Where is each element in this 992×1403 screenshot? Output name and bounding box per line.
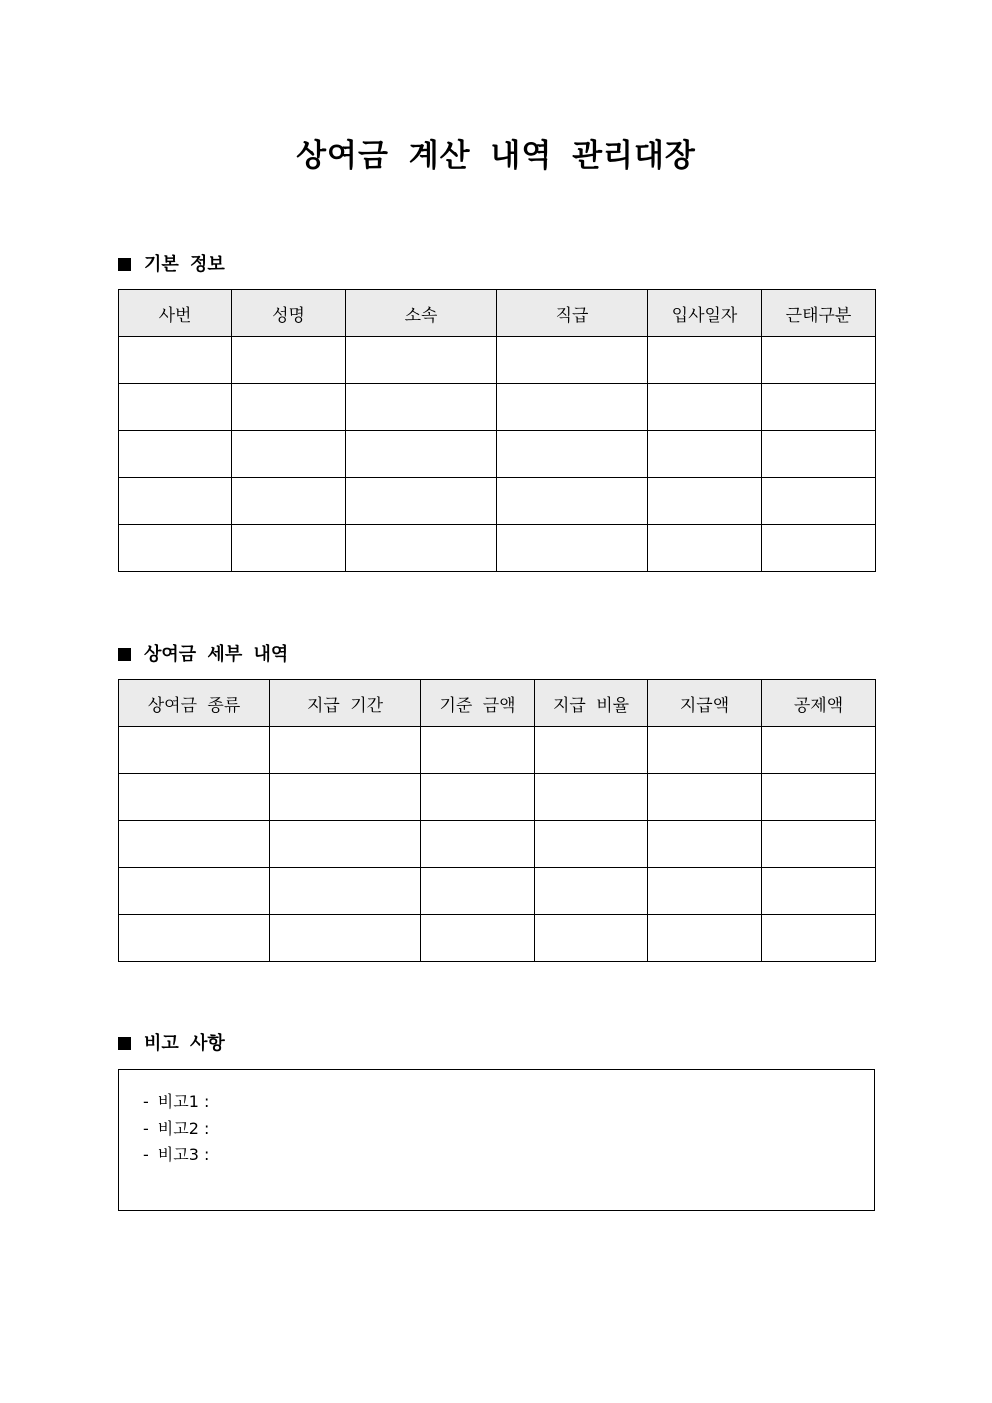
table-cell[interactable] xyxy=(648,821,762,868)
column-header-position: 직급 xyxy=(497,290,648,337)
list-item xyxy=(143,1089,874,1116)
column-header-name: 성명 xyxy=(232,290,346,337)
table-row xyxy=(119,821,876,868)
table-cell[interactable] xyxy=(346,431,497,478)
table-cell[interactable] xyxy=(421,727,535,774)
table-cell[interactable] xyxy=(119,774,270,821)
section-heading-basic-info xyxy=(118,253,225,277)
table-row xyxy=(119,431,876,478)
table-cell[interactable] xyxy=(346,384,497,431)
table-cell[interactable] xyxy=(762,821,876,868)
section-heading-label: 상여금 세부 내역 xyxy=(144,644,289,665)
black-square-icon xyxy=(118,648,131,661)
table-cell[interactable] xyxy=(119,727,270,774)
table-cell[interactable] xyxy=(762,868,876,915)
table-cell[interactable] xyxy=(648,727,762,774)
table-cell[interactable] xyxy=(232,337,346,384)
remark-label: 비고3 : xyxy=(157,1145,210,1164)
table-cell[interactable] xyxy=(346,337,497,384)
table-cell[interactable] xyxy=(232,525,346,572)
table-row xyxy=(119,384,876,431)
table-cell[interactable] xyxy=(119,431,232,478)
table-cell[interactable] xyxy=(762,478,876,525)
table-cell[interactable] xyxy=(119,478,232,525)
table-row xyxy=(119,868,876,915)
remark-label: 비고1 : xyxy=(157,1092,210,1111)
column-header-hire-date: 입사일자 xyxy=(648,290,762,337)
table-cell[interactable] xyxy=(421,774,535,821)
table-cell[interactable] xyxy=(762,337,876,384)
table-cell[interactable] xyxy=(648,478,762,525)
table-cell[interactable] xyxy=(346,525,497,572)
column-header-department: 소속 xyxy=(346,290,497,337)
table-cell[interactable] xyxy=(497,384,648,431)
column-header-payment-amount: 지급액 xyxy=(648,680,762,727)
remark-label: 비고2 : xyxy=(157,1118,210,1138)
column-header-payment-period: 지급 기간 xyxy=(270,680,421,727)
dash-marker: - xyxy=(143,1092,149,1111)
table-cell[interactable] xyxy=(421,915,535,962)
table-cell[interactable] xyxy=(497,431,648,478)
table-cell[interactable] xyxy=(648,774,762,821)
table-cell[interactable] xyxy=(119,821,270,868)
table-cell[interactable] xyxy=(648,384,762,431)
table-cell[interactable] xyxy=(535,821,648,868)
section-heading-label: 비고 사항 xyxy=(144,1033,225,1054)
table-cell[interactable] xyxy=(346,478,497,525)
table-cell[interactable] xyxy=(232,478,346,525)
bonus-details-table xyxy=(118,679,876,962)
table-row xyxy=(119,915,876,962)
dash-marker: - xyxy=(143,1145,149,1164)
table-cell[interactable] xyxy=(270,915,421,962)
table-row xyxy=(119,727,876,774)
table-cell[interactable] xyxy=(762,525,876,572)
table-cell[interactable] xyxy=(762,774,876,821)
table-row xyxy=(119,478,876,525)
table-cell[interactable] xyxy=(497,525,648,572)
column-header-attendance-type: 근태구분 xyxy=(762,290,876,337)
table-cell[interactable] xyxy=(421,868,535,915)
table-cell[interactable] xyxy=(270,774,421,821)
table-cell[interactable] xyxy=(648,915,762,962)
basic-info-table xyxy=(118,289,876,572)
section-heading-remarks xyxy=(118,1032,225,1056)
section-heading-bonus-details xyxy=(118,643,288,667)
table-cell[interactable] xyxy=(119,525,232,572)
dash-marker: - xyxy=(143,1118,149,1138)
table-row xyxy=(119,337,876,384)
table-row xyxy=(119,774,876,821)
table-cell[interactable] xyxy=(270,821,421,868)
page-title: 상여금 계산 내역 관리대장 xyxy=(296,138,696,174)
black-square-icon xyxy=(118,1037,131,1050)
black-square-icon xyxy=(118,258,131,271)
table-cell[interactable] xyxy=(762,431,876,478)
table-cell[interactable] xyxy=(119,868,270,915)
table-cell[interactable] xyxy=(535,915,648,962)
list-item xyxy=(143,1116,874,1143)
column-header-base-amount: 기준 금액 xyxy=(421,680,535,727)
table-cell[interactable] xyxy=(119,337,232,384)
table-cell[interactable] xyxy=(535,774,648,821)
table-cell[interactable] xyxy=(648,431,762,478)
table-cell[interactable] xyxy=(762,384,876,431)
table-cell[interactable] xyxy=(270,868,421,915)
table-cell[interactable] xyxy=(119,915,270,962)
column-header-bonus-type: 상여금 종류 xyxy=(119,680,270,727)
table-cell[interactable] xyxy=(232,431,346,478)
table-cell[interactable] xyxy=(270,727,421,774)
column-header-deduction-amount: 공제액 xyxy=(762,680,876,727)
list-item xyxy=(143,1142,874,1169)
table-cell[interactable] xyxy=(762,727,876,774)
table-cell[interactable] xyxy=(648,525,762,572)
table-cell[interactable] xyxy=(762,915,876,962)
table-cell[interactable] xyxy=(535,727,648,774)
table-cell[interactable] xyxy=(535,868,648,915)
remarks-list xyxy=(119,1070,874,1169)
table-cell[interactable] xyxy=(119,384,232,431)
column-header-employee-no: 사번 xyxy=(119,290,232,337)
table-row xyxy=(119,525,876,572)
table-cell[interactable] xyxy=(648,337,762,384)
section-heading-label: 기본 정보 xyxy=(144,254,225,275)
column-header-payment-rate: 지급 비율 xyxy=(535,680,648,727)
remarks-box[interactable] xyxy=(118,1069,875,1211)
table-header-row xyxy=(119,680,876,727)
table-cell[interactable] xyxy=(232,384,346,431)
table-header-row xyxy=(119,290,876,337)
table-cell[interactable] xyxy=(497,478,648,525)
table-cell[interactable] xyxy=(421,821,535,868)
table-cell[interactable] xyxy=(648,868,762,915)
table-cell[interactable] xyxy=(497,337,648,384)
